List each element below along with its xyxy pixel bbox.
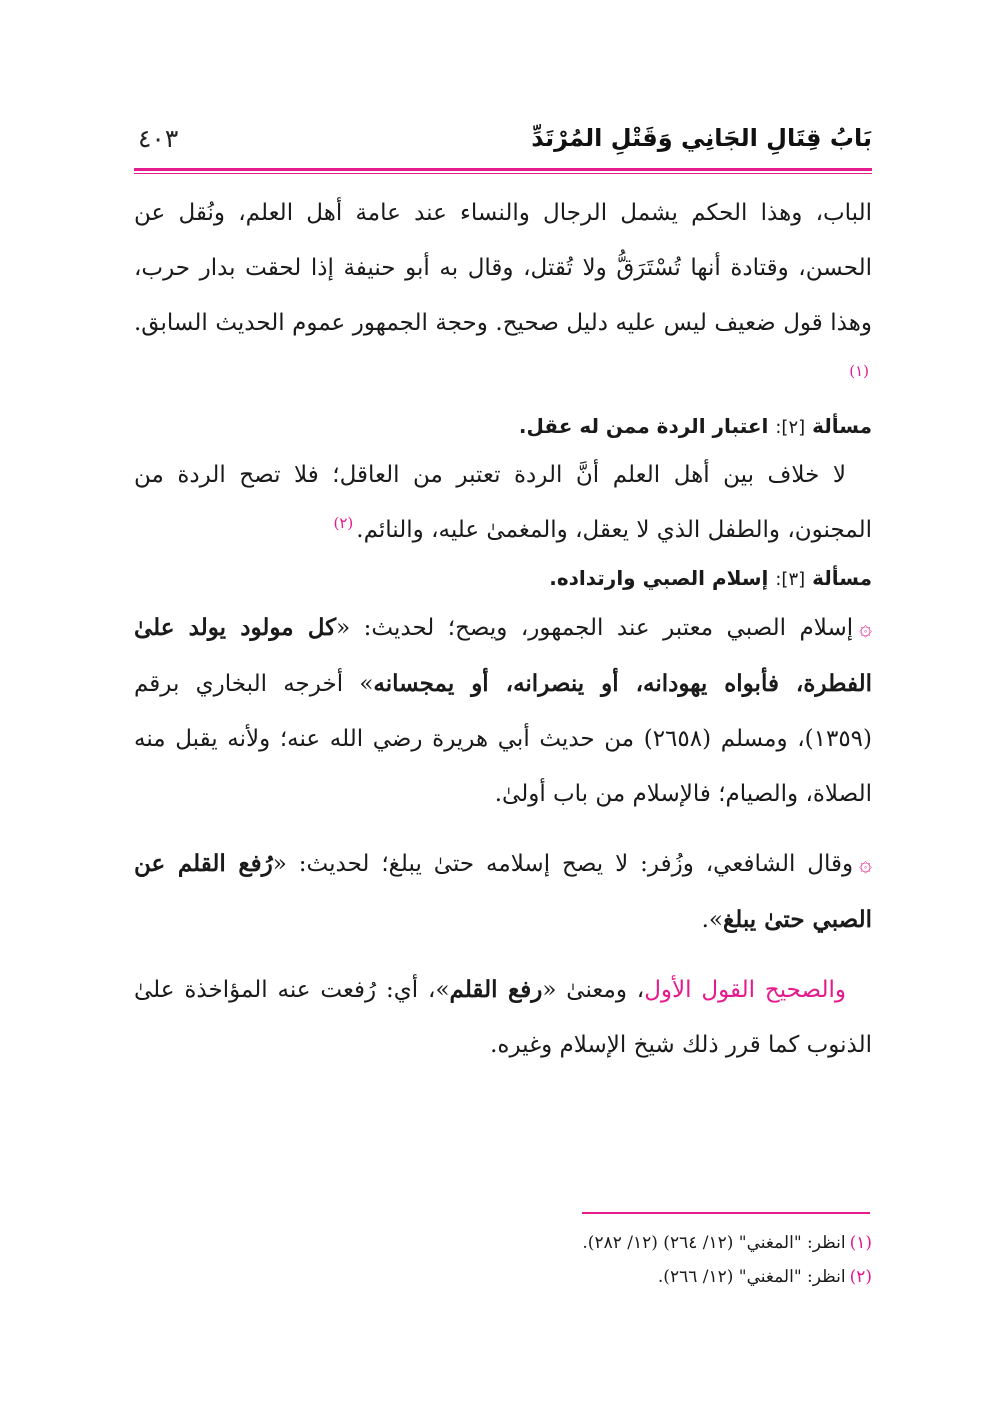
- question-label: مسألة: [812, 566, 872, 590]
- highlighted-phrase: والصحيح القول الأول: [644, 977, 846, 1003]
- paragraph-5: والصحيح القول الأول، ومعنىٰ «رفع القلم»، أي: رُفعت عنه المؤاخذة علىٰ الذنوب كما قرر ذلك شيخ الإسلام وغيره.: [134, 976, 872, 1058]
- question-number: [٣]:: [775, 569, 806, 590]
- paragraph-2: لا خلاف بين أهل العلم أنَّ الردة تعتبر من العاقل؛ فلا تصح الردة من المجنون، والطفل الذي لا يعقل، والمغمىٰ عليه، والنائم.$^{(٢)}$: [134, 462, 872, 543]
- page-number: ٤٠٣: [138, 124, 179, 153]
- hadith-quote: كل مولود يولد علىٰ الفطرة، فأبواه يهودانه، أو ينصرانه، أو يمجسانه: [134, 614, 872, 697]
- header-rule-thin: [134, 173, 872, 174]
- ornament-bullet-icon: ۞: [859, 852, 873, 877]
- paragraph-4: ۞وقال الشافعي، وزُفر: لا يصح إسلامه حتىٰ يبلغ؛ لحديث: «رُفع القلم عن الصبي حتىٰ يبلغ».: [134, 850, 873, 933]
- question-heading-3: [134, 558, 872, 600]
- footnotes: [134, 1226, 872, 1294]
- question-label: مسألة: [812, 414, 872, 438]
- running-title: بَابُ قِتَالِ الجَانِي وَقَتْلِ المُرْتَدِّ: [531, 124, 872, 152]
- question-number: [٢]:: [775, 417, 806, 438]
- footnote-1: (١)انظر: "المغني" (١٢/ ٢٦٤) (١٢/ ٢٨٢).: [582, 1233, 872, 1253]
- quoted-term: رفع القلم: [449, 976, 543, 1003]
- footnote-separator: [582, 1212, 870, 1214]
- footnote-2: (٢)انظر: "المغني" (١٢/ ٢٦٦).: [657, 1267, 872, 1287]
- footnote-ref-2[interactable]: (٢): [333, 514, 354, 533]
- ornament-bullet-icon: ۞: [859, 616, 872, 641]
- page-body: [134, 186, 872, 1073]
- hadith-quote: رُفع القلم عن الصبي حتىٰ يبلغ: [134, 850, 872, 933]
- footnote-ref-1[interactable]: (١): [849, 362, 869, 381]
- page-header: [134, 118, 872, 162]
- question-title: إسلام الصبي وارتداده.: [549, 566, 769, 590]
- question-title: اعتبار الردة ممن له عقل.: [518, 414, 769, 438]
- header-rule-thick: [134, 168, 872, 171]
- paragraph-1: الباب، وهذا الحكم يشمل الرجال والنساء عند عامة أهل العلم، ونُقل عن الحسن، وقتادة أنها تُسْتَرَقُّ ولا تُقتل، وقال به أبو حنيفة إذا لحقت بدار حرب، وهذا قول ضعيف ليس عليه دليل صحيح. وحجة الجمهور عموم الحديث السابق.$^{(١)}$: [134, 200, 872, 381]
- question-heading-2: [134, 406, 872, 448]
- paragraph-3: ۞إسلام الصبي معتبر عند الجمهور، ويصح؛ لحديث: «كل مولود يولد علىٰ الفطرة، فأبواه يهودانه، أو ينصرانه، أو يمجسانه» أخرجه البخاري برقم (١٣٥٩)، ومسلم (٢٦٥٨) من حديث أبي هريرة رضي الله عنه؛ ولأنه يقبل منه الصلاة، والصيام؛ فالإسلام من باب أولىٰ.: [134, 614, 873, 807]
